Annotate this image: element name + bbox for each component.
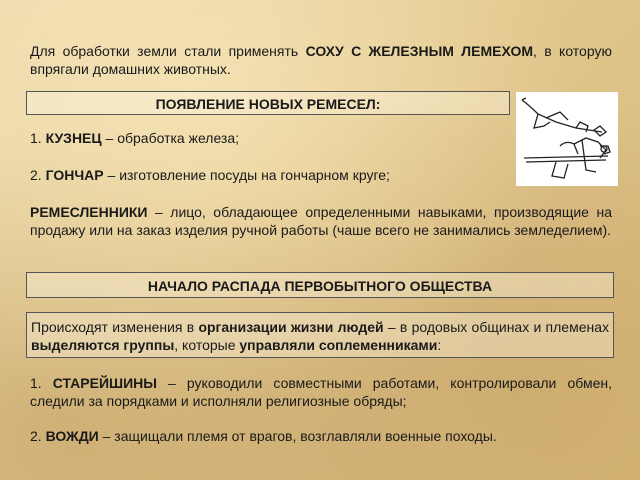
decay-header: НАЧАЛО РАСПАДА ПЕРВОБЫТНОГО ОБЩЕСТВА [26,272,614,298]
elders-item: 1. СТАРЕЙШИНЫ – руководили совместными работами, контролировали обмен, следили за порядками и исполняли религиозные обряды; [30,375,612,409]
artisans-definition: РЕМЕСЛЕННИКИ – лицо, обладающее определенными навыками, производящие на продажу или на заказ изделия ручной работы (чаше всего не занимались земледелием). [30,204,612,238]
craft-item-potter: 2. ГОНЧАР – изготовление посуды на гончарном круге; [30,167,390,183]
society-changes-box: Происходят изменения в организации жизни людей – в родовых общинах и племенах выделяются группы, которые управляли соплеменниками: [26,312,614,358]
plough-illustration [516,92,618,186]
craft-item-smith: 1. КУЗНЕЦ – обработка железа; [30,130,240,146]
plough-icon [516,92,618,186]
crafts-header: ПОЯВЛЕНИЕ НОВЫХ РЕМЕСЕЛ: [26,91,510,115]
intro-paragraph: Для обработки земли стали применять СОХУ С ЖЕЛЕЗНЫМ ЛЕМЕХОМ, в которую впрягали домашних животных. [30,43,612,77]
intro-plough-term: СОХУ С ЖЕЛЕЗНЫМ ЛЕМЕХОМ [305,43,533,59]
chiefs-item: 2. ВОЖДИ – защищали племя от врагов, возглавляли военные походы. [30,428,497,444]
